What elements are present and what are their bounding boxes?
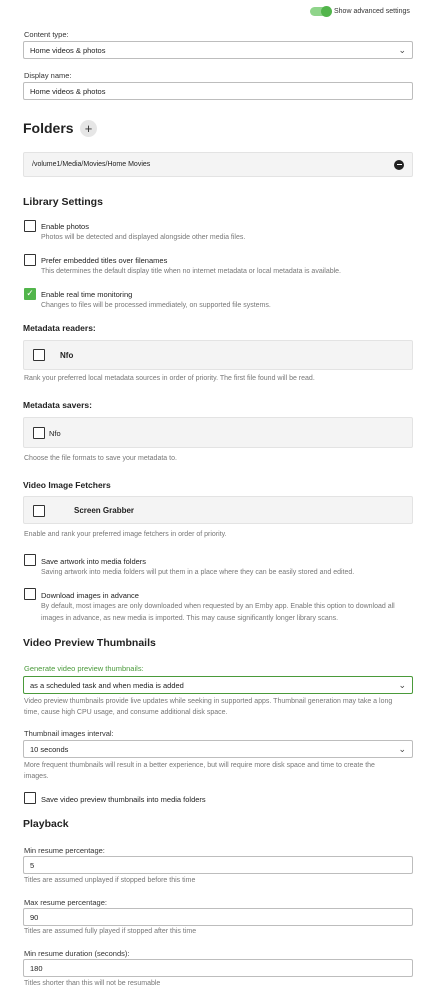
prefer-embedded-hint: This determines the default display title when no internet metadata or local metadata is available. [41, 268, 342, 275]
generate-thumbnails-hint-2: time, cause high CPU usage, and consume additional disk space. [24, 709, 228, 716]
chevron-down-icon: ⌄ [398, 44, 406, 55]
min-duration-input[interactable]: 180 [23, 959, 413, 977]
metadata-readers-title: Metadata readers: [23, 323, 96, 333]
download-images-label: Download images in advance [41, 591, 139, 600]
metadata-readers-list [23, 340, 413, 370]
display-name-label: Display name: [24, 71, 72, 80]
folders-title: Folders [23, 120, 74, 136]
content-type-select[interactable]: Home videos & photos ⌄ [23, 41, 413, 59]
thumbnail-interval-label: Thumbnail images interval: [24, 729, 114, 738]
enable-photos-checkbox[interactable] [24, 220, 36, 232]
save-thumbnails-label: Save video preview thumbnails into media folders [41, 795, 206, 804]
download-images-hint-2: images in advance, as new media is imported. This may cause significantly longer library scans. [41, 615, 339, 622]
display-name-input[interactable]: Home videos & photos [23, 82, 413, 100]
max-resume-hint: Titles are assumed fully played if stopped after this time [24, 928, 197, 935]
image-fetchers-hint: Enable and rank your preferred image fetchers in order of priority. [24, 531, 227, 538]
min-duration-label: Min resume duration (seconds): [24, 949, 130, 958]
chevron-down-icon: ⌄ [398, 679, 406, 690]
realtime-monitoring-checkbox[interactable] [24, 288, 36, 300]
min-resume-label: Min resume percentage: [24, 846, 105, 855]
thumbnail-interval-select[interactable]: 10 seconds ⌄ [23, 740, 413, 758]
advanced-settings-label: Show advanced settings [334, 8, 410, 15]
nfo-saver-label: Nfo [49, 429, 61, 438]
image-fetchers-list [23, 496, 413, 524]
min-resume-input[interactable]: 5 [23, 856, 413, 874]
metadata-readers-hint: Rank your preferred local metadata sources in order of priority. The first file found will be read. [24, 375, 315, 382]
playback-title: Playback [23, 818, 69, 830]
download-images-hint-1: By default, most images are only downloaded when requested by an Emby app. Enable this option to download all [41, 603, 395, 610]
advanced-settings-toggle[interactable] [310, 7, 410, 16]
folder-item [23, 152, 413, 177]
toggle-switch[interactable] [310, 7, 330, 16]
metadata-savers-list [23, 417, 413, 448]
download-images-checkbox[interactable] [24, 588, 36, 600]
metadata-savers-hint: Choose the file formats to save your metadata to. [24, 455, 177, 462]
save-artwork-checkbox[interactable] [24, 554, 36, 566]
prefer-embedded-checkbox[interactable] [24, 254, 36, 266]
thumbnail-interval-hint-1: More frequent thumbnails will result in a better experience, but will require more disk space and time to create the [24, 762, 375, 769]
screen-grabber-label: Screen Grabber [74, 506, 135, 515]
library-settings-title: Library Settings [23, 196, 103, 208]
min-duration-hint: Titles shorter than this will not be resumable [24, 980, 161, 987]
save-thumbnails-checkbox[interactable] [24, 792, 36, 804]
add-folder-button[interactable] [80, 120, 97, 137]
check-icon: ✓ [26, 288, 34, 299]
chevron-down-icon: ⌄ [398, 743, 406, 754]
generate-thumbnails-hint-1: Video preview thumbnails provide live updates while seeking in supported apps. Thumbnail generation may take a long [24, 698, 393, 705]
thumbnail-interval-hint-2: images. [24, 773, 49, 780]
preview-thumbnails-title: Video Preview Thumbnails [23, 637, 156, 649]
prefer-embedded-label: Prefer embedded titles over filenames [41, 256, 168, 265]
realtime-monitoring-label: Enable real time monitoring [41, 290, 133, 299]
nfo-reader-label: Nfo [60, 351, 74, 360]
metadata-savers-title: Metadata savers: [23, 400, 92, 410]
nfo-reader-checkbox[interactable] [33, 349, 45, 361]
max-resume-input[interactable]: 90 [23, 908, 413, 926]
nfo-saver-checkbox[interactable] [33, 427, 45, 439]
remove-circle-icon[interactable] [394, 160, 404, 170]
enable-photos-label: Enable photos [41, 222, 89, 231]
generate-thumbnails-select[interactable]: as a scheduled task and when media is added ⌄ [23, 676, 413, 694]
realtime-monitoring-hint: Changes to files will be processed immediately, on supported file systems. [41, 302, 271, 309]
enable-photos-hint: Photos will be detected and displayed alongside other media files. [41, 234, 246, 241]
image-fetchers-title: Video Image Fetchers [23, 480, 111, 490]
folder-path: /volume1/Media/Movies/Home Movies [32, 161, 151, 168]
max-resume-label: Max resume percentage: [24, 898, 107, 907]
content-type-label: Content type: [24, 30, 69, 39]
save-artwork-hint: Saving artwork into media folders will put them in a place where they can be easily stored and edited. [41, 569, 355, 576]
plus-icon: + [84, 121, 93, 136]
screen-grabber-checkbox[interactable] [33, 505, 45, 517]
save-artwork-label: Save artwork into media folders [41, 557, 147, 566]
generate-thumbnails-label: Generate video preview thumbnails: [24, 664, 144, 673]
min-resume-hint: Titles are assumed unplayed if stopped before this time [24, 877, 196, 884]
